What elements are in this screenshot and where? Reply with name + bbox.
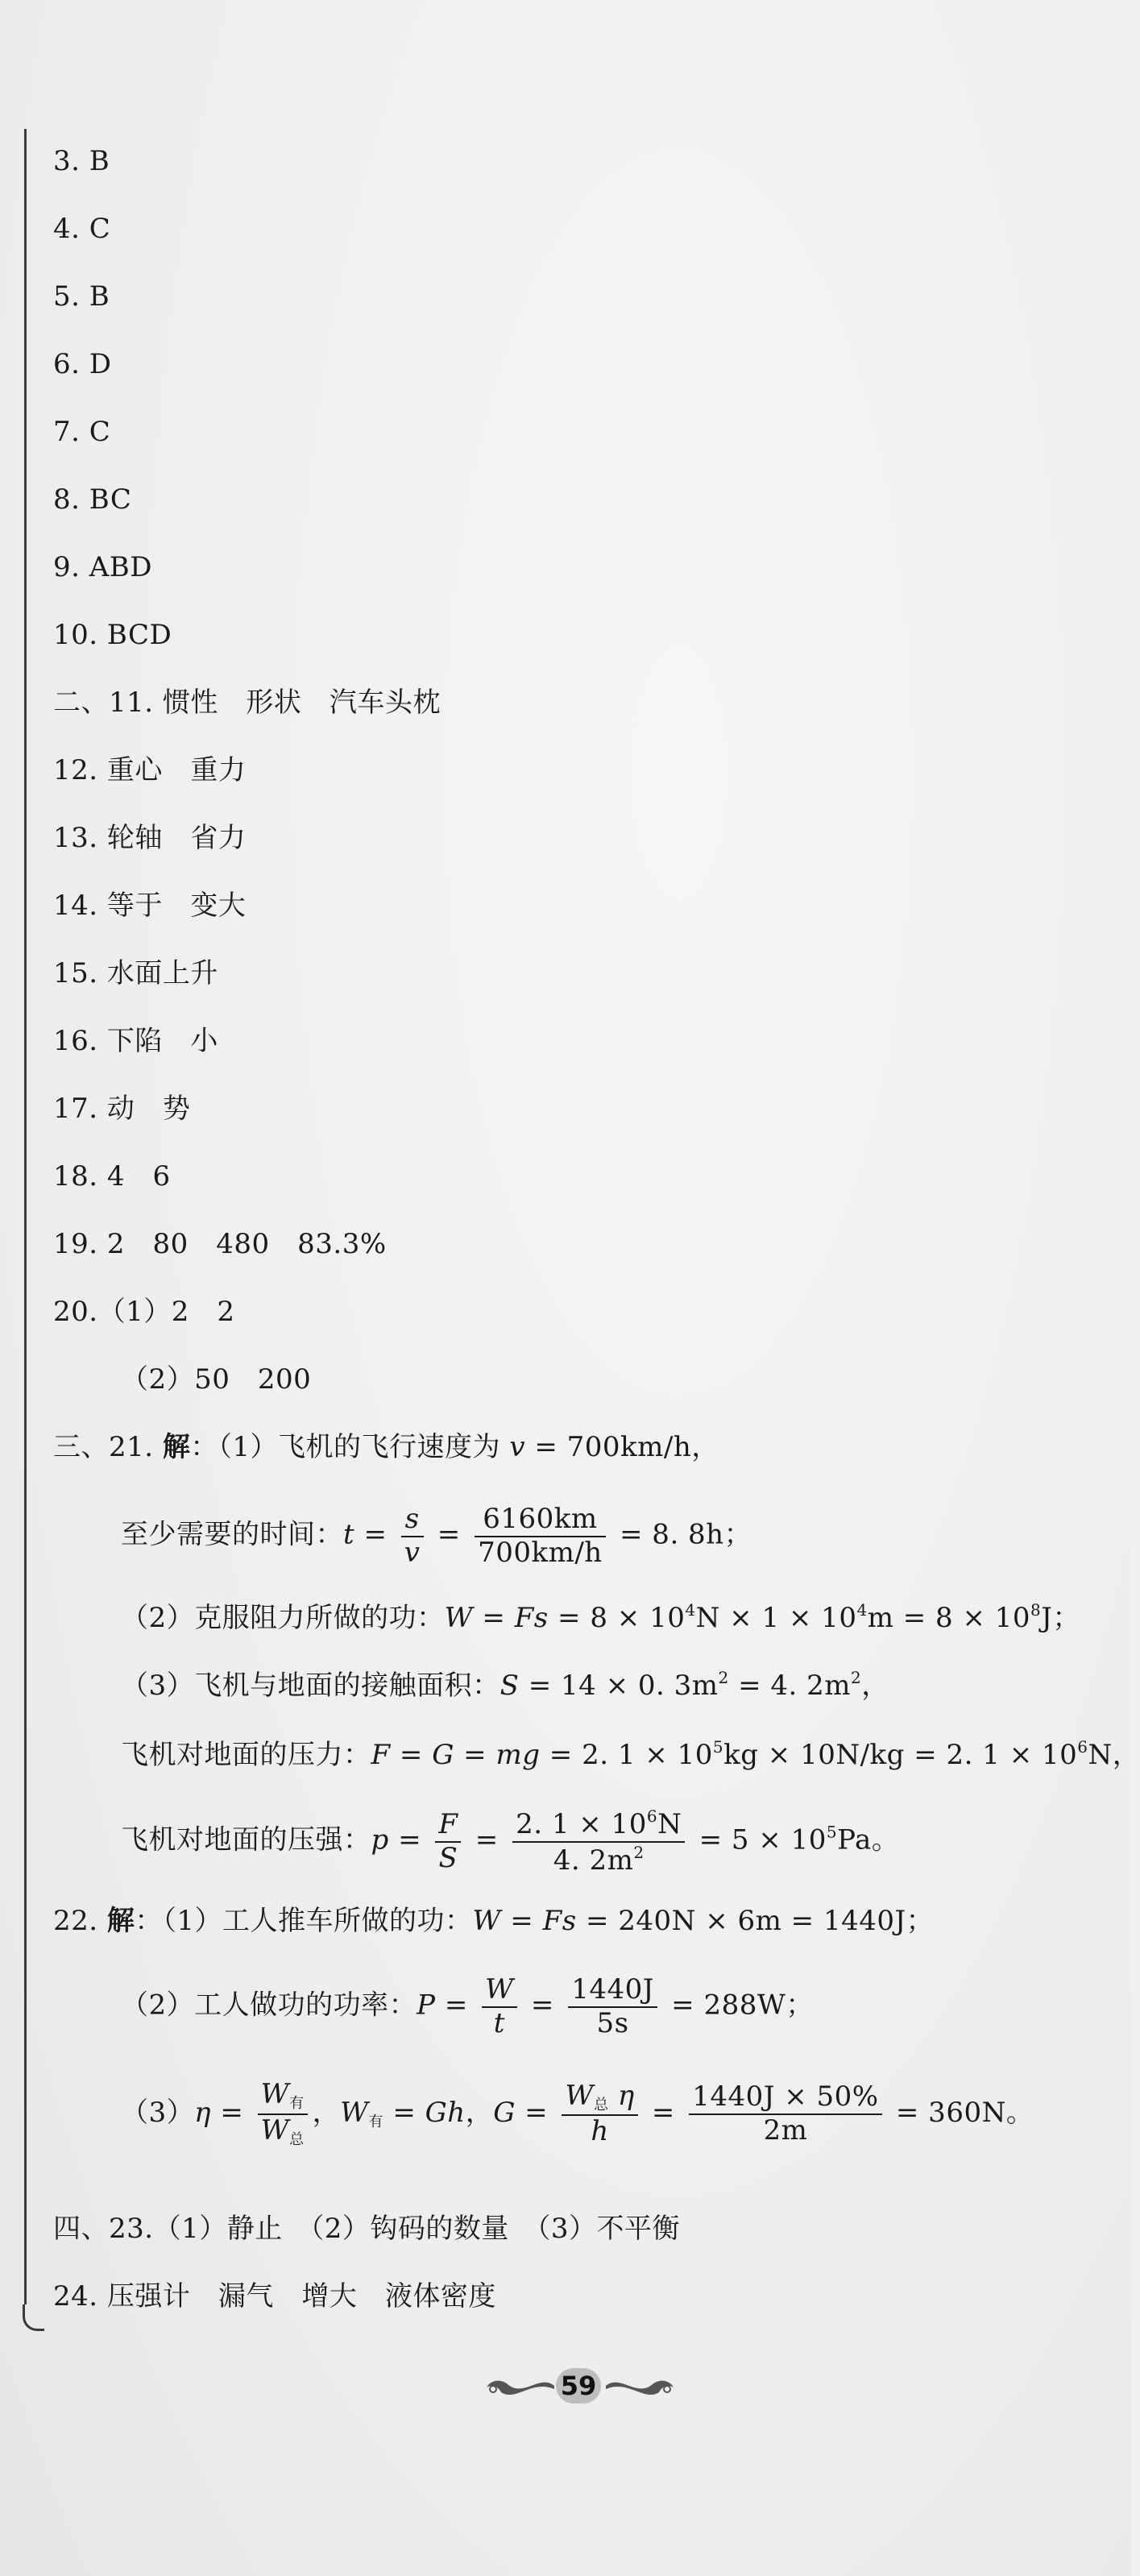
answer-line-12: 12. 重心 重力 [53, 754, 247, 786]
q22-G-result: = 360N。 [886, 2096, 1034, 2129]
eq-sign: = [466, 1823, 508, 1856]
q21-force-label: 飞机对地面的压力： [121, 1739, 371, 1771]
q22-efficiency-line [121, 2080, 1034, 2148]
comma: ， [312, 2096, 341, 2129]
eq-sign: = [354, 1518, 396, 1551]
frac-numerator [258, 2080, 308, 2115]
q21-force-c: N， [1088, 1739, 1140, 1771]
subscript: 有 [289, 2095, 305, 2112]
q22-line-1 [53, 1905, 934, 1937]
frac-numerator: F [435, 1811, 461, 1843]
answer-line-5: 5. B [53, 280, 110, 313]
answer-line-15: 15. 水面上升 [53, 957, 218, 989]
var-W: W [565, 2079, 594, 2112]
frac-numerator [512, 1808, 685, 1843]
q21-time-frac-symbolic [401, 1505, 424, 1567]
frac-numerator: 1440J × 50% [689, 2083, 881, 2115]
exponent: 2 [851, 1668, 862, 1687]
answer-line-20: 20.（1）2 2 [53, 1296, 235, 1328]
frac-num-b: N [657, 1808, 682, 1840]
q21-work-b: N × 1 × 10 [695, 1602, 857, 1634]
frac-numerator [562, 2079, 637, 2117]
answer-line-24: 24. 压强计 漏气 增大 液体密度 [53, 2280, 496, 2313]
q21-jie: 解 [162, 1431, 191, 1463]
q22-work-label: ：（1）工人推车所做的功： [135, 1905, 473, 1937]
frac-numerator: 1440J [568, 1976, 657, 2008]
var-W: W [260, 2113, 290, 2147]
q21-work-c: m = 8 × 10 [867, 1602, 1031, 1634]
q22-G-frac-symbolic [562, 2079, 637, 2148]
right-scroll-ornament-icon [604, 2370, 677, 2402]
var-F: F [371, 1739, 391, 1771]
answer-line-18: 18. 4 6 [53, 1160, 171, 1193]
q21-force-b: kg × 10N/kg = 2. 1 × 10 [723, 1739, 1078, 1771]
answer-line-10: 10. BCD [53, 619, 172, 651]
q21-speed-text: ：（1）飞机的飞行速度为 [190, 1431, 510, 1463]
subscript: 有 [368, 2113, 384, 2130]
eq-sign: = [642, 2096, 685, 2129]
q21-line-1 [53, 1431, 719, 1463]
q21-pressure-res-b: Pa。 [837, 1823, 900, 1856]
q21-pressure-label: 飞机对地面的压强： [121, 1823, 371, 1856]
eq-sign: = [211, 2096, 253, 2129]
q22-eff-frac [258, 2080, 308, 2148]
answer-line-13: 13. 轮轴 省力 [53, 822, 247, 854]
eq-sign: = [454, 1739, 496, 1771]
q21-time-frac-values [475, 1505, 606, 1567]
exponent: 2 [718, 1668, 729, 1687]
q21-pressure-frac-symbolic [435, 1808, 461, 1874]
frac-denominator: h [591, 2115, 609, 2148]
q21-pressure-res-a: = 5 × 10 [690, 1823, 827, 1856]
var-G: G [432, 1739, 454, 1771]
q21-area-c: ， [861, 1670, 889, 1702]
eq-sign: = [383, 2096, 425, 2129]
var-s: s [562, 1905, 577, 1937]
frac-den-a: 4. 2m [553, 1844, 634, 1877]
frac-numerator: W [482, 1976, 516, 2008]
q22-G-frac-values [689, 2080, 881, 2147]
q21-work-d: J； [1041, 1602, 1080, 1634]
answer-line-20-part2: （2）50 200 [121, 1363, 312, 1396]
q22-power-result: = 288W； [661, 1989, 814, 2022]
left-scroll-ornament-icon [483, 2370, 556, 2402]
answer-line-17: 17. 动 势 [53, 1093, 191, 1125]
eq-sign: = [473, 1602, 515, 1634]
comma: ， [465, 2096, 494, 2129]
eq-sign: = [521, 1989, 564, 2022]
q21-work-a: = 8 × 10 [548, 1602, 686, 1634]
eq-sign: = [515, 2096, 558, 2129]
q22-power-line [121, 1973, 814, 2039]
frac-denominator: v [404, 1536, 421, 1569]
answer-line-4: 4. C [53, 213, 111, 245]
var-S: S [500, 1670, 520, 1702]
exponent: 5 [712, 1737, 724, 1757]
page-number: 59 [556, 2368, 601, 2404]
frac-numerator: 6160km [475, 1505, 606, 1537]
var-mg: mg [495, 1739, 541, 1771]
q21-pressure-frac-values [512, 1808, 685, 1875]
frac-denominator: 700km/h [478, 1536, 603, 1569]
frac-denominator: 5s [596, 2006, 629, 2039]
frac-num-a: 2. 1 × 10 [516, 1808, 647, 1840]
var-F: F [542, 1905, 562, 1937]
eq-sign: = [500, 1905, 543, 1937]
answer-line-23: 四、23.（1）静止 （2）钩码的数量 （3）不平衡 [53, 2213, 680, 2245]
q21-speed-value: = 700km/h， [525, 1431, 719, 1463]
var-Gh: Gh [425, 2096, 466, 2129]
q21-area-b: = 4. 2m [728, 1670, 851, 1702]
eq-sign: = [435, 1989, 478, 2022]
margin-rule [24, 129, 27, 2304]
q21-work-label: （2）克服阻力所做的功： [121, 1602, 445, 1634]
eq-sign: = [428, 1518, 471, 1551]
q22-jie: 解 [106, 1905, 135, 1937]
answer-line-3: 3. B [53, 145, 110, 177]
answer-line-6: 6. D [53, 348, 112, 380]
var-eta: η [617, 2079, 635, 2112]
frac-denominator: t [493, 2006, 505, 2039]
answer-line-16: 16. 下陷 小 [53, 1025, 218, 1057]
answer-line-8: 8. BC [53, 483, 132, 516]
q21-time-result: = 8. 8h； [610, 1518, 752, 1551]
exponent: 4 [856, 1600, 868, 1620]
q21-pressure-line [121, 1808, 899, 1875]
answer-line-7: 7. C [53, 416, 111, 448]
q22-prefix: 22. [53, 1905, 107, 1937]
q21-area-label: （3）飞机与地面的接触面积： [121, 1670, 500, 1702]
eq-sign: = [388, 1823, 431, 1856]
q21-time-label: 至少需要的时间： [121, 1518, 343, 1551]
q22-power-label: （2）工人做功的功率： [121, 1989, 417, 2022]
q21-time-var: t [343, 1518, 355, 1551]
eq-sign: = [390, 1739, 433, 1771]
var-W: W [472, 1905, 501, 1937]
frac-numerator: s [401, 1505, 424, 1537]
q22-eff-label: （3） [121, 2096, 195, 2129]
frac-denominator [258, 2115, 308, 2148]
q22-power-frac-values [568, 1973, 657, 2039]
var-eta: η [194, 2096, 212, 2129]
subscript: 总 [289, 2130, 305, 2148]
exponent: 8 [1030, 1600, 1042, 1620]
answer-line-11: 二、11. 惯性 形状 汽车头枕 [53, 687, 441, 719]
var-s: s [533, 1602, 549, 1634]
subscript: 总 [593, 2096, 609, 2113]
var-P: P [417, 1989, 436, 2022]
frac-denominator: S [438, 1841, 458, 1874]
page-number-ornament [483, 2365, 677, 2413]
q21-force-line [121, 1731, 1140, 1771]
frac-denominator [512, 1843, 685, 1876]
answer-line-19: 19. 2 80 480 83.3% [53, 1228, 387, 1260]
exponent: 2 [633, 1842, 645, 1862]
q21-prefix: 三、21. [53, 1431, 163, 1463]
q21-time-line [121, 1505, 752, 1567]
var-p: p [371, 1823, 389, 1856]
q21-work-line [121, 1594, 1080, 1634]
exponent: 6 [1077, 1737, 1088, 1757]
q21-speed-var: v [509, 1431, 526, 1463]
q21-area-line [121, 1661, 889, 1702]
exponent: 4 [685, 1600, 696, 1620]
q22-power-frac-symbolic [482, 1973, 516, 2039]
q22-work-value: = 240N × 6m = 1440J； [576, 1905, 935, 1937]
var-W: W [340, 2096, 369, 2129]
exponent: 6 [646, 1807, 658, 1826]
answer-line-9: 9. ABD [53, 551, 153, 583]
var-W: W [444, 1602, 474, 1634]
q21-area-a: = 14 × 0. 3m [519, 1670, 719, 1702]
var-F: F [514, 1602, 534, 1634]
q21-force-a: = 2. 1 × 10 [540, 1739, 713, 1771]
answer-line-14: 14. 等于 变大 [53, 890, 247, 922]
frac-denominator: 2m [763, 2113, 808, 2147]
var-W: W [260, 2078, 290, 2110]
exponent: 5 [826, 1822, 838, 1842]
var-G: G [493, 2096, 516, 2129]
